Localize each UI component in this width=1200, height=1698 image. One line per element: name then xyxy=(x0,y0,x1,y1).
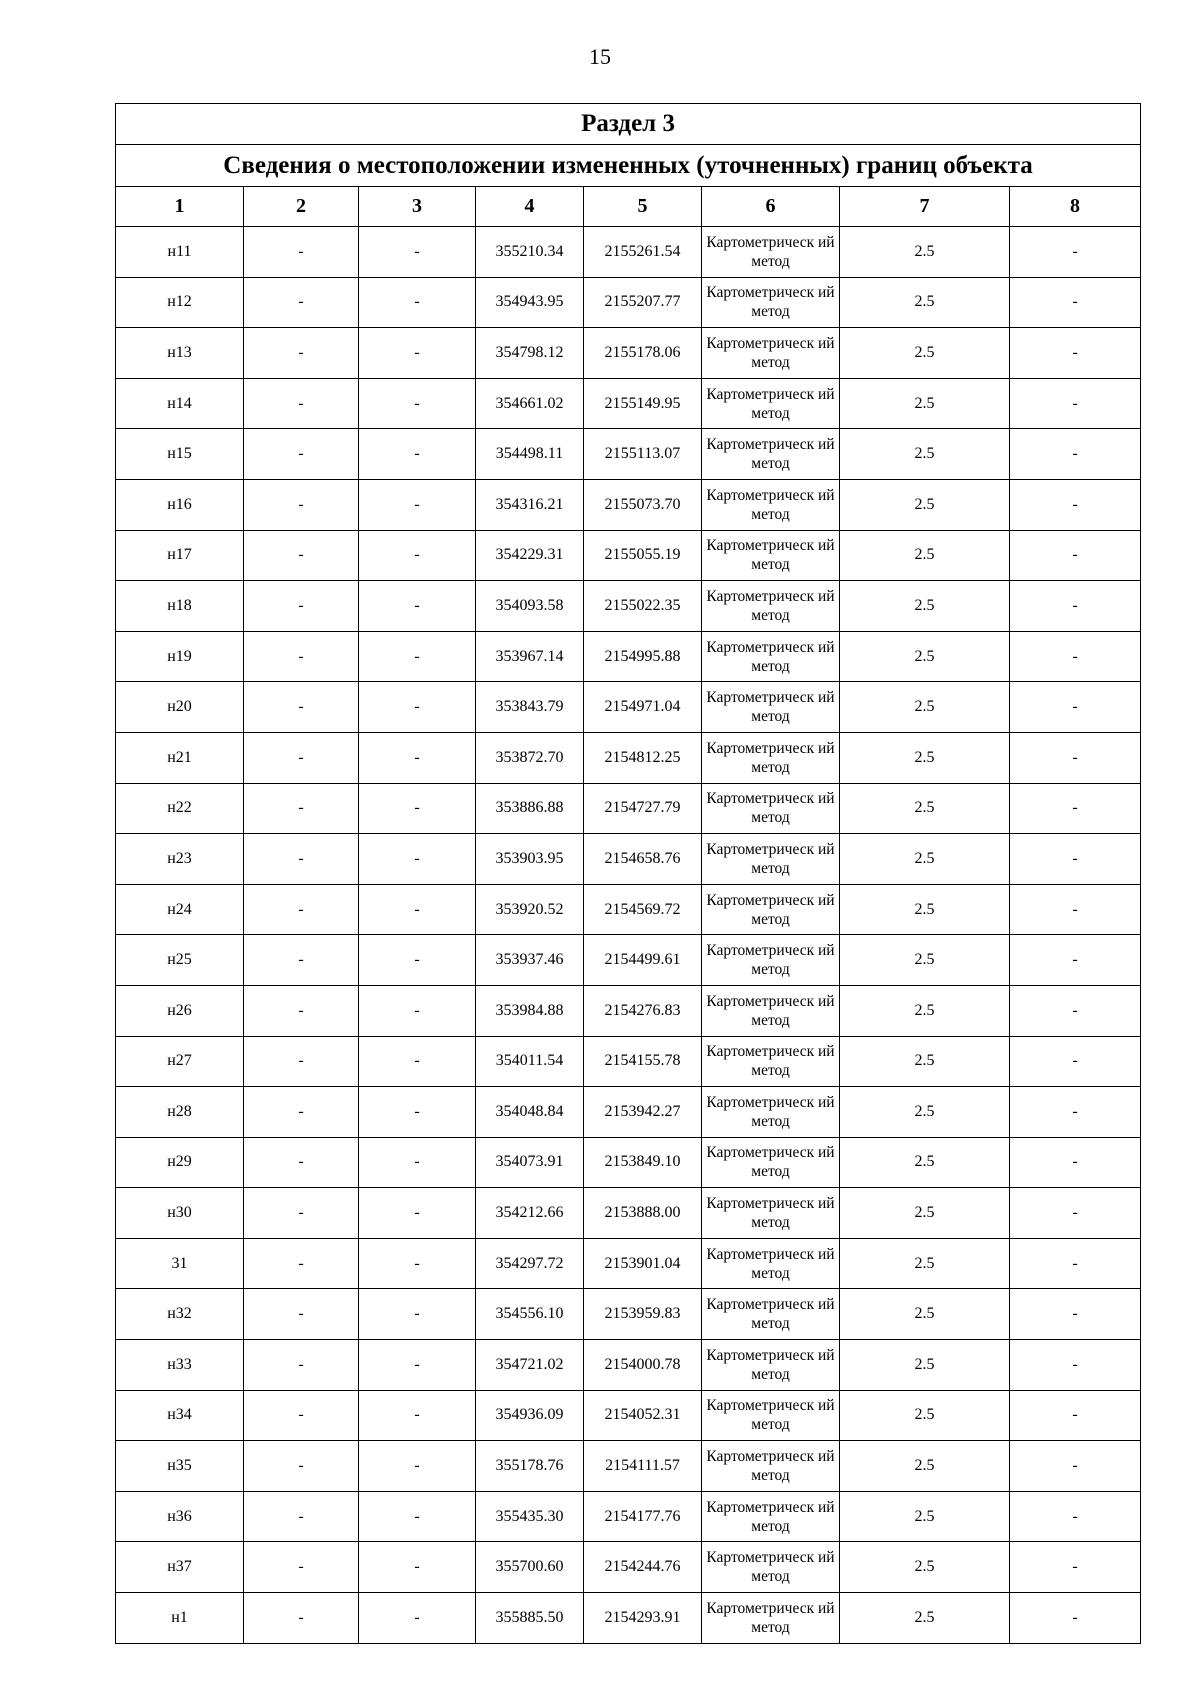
col8-cell: - xyxy=(1010,1238,1141,1289)
col3-cell: - xyxy=(359,935,476,986)
col3-cell: - xyxy=(359,1289,476,1340)
page-number: 15 xyxy=(589,44,611,69)
y-coordinate-cell: 2154244.76 xyxy=(584,1542,702,1593)
y-coordinate-cell: 2155055.19 xyxy=(584,530,702,581)
accuracy-cell: 2.5 xyxy=(840,1491,1010,1542)
y-coordinate-cell: 2153959.83 xyxy=(584,1289,702,1340)
col3-cell: - xyxy=(359,884,476,935)
table-row xyxy=(116,682,1141,733)
col2-cell: - xyxy=(244,530,359,581)
method-cell: Картометрическ ий метод xyxy=(702,277,840,328)
method-cell: Картометрическ ий метод xyxy=(702,1340,840,1391)
col3-cell: - xyxy=(359,1542,476,1593)
col2-cell: - xyxy=(244,1441,359,1492)
column-number-cell: 5 xyxy=(584,187,702,227)
accuracy-cell: 2.5 xyxy=(840,1188,1010,1239)
point-id-cell: н18 xyxy=(116,581,244,632)
y-coordinate-cell: 2154000.78 xyxy=(584,1340,702,1391)
point-id-cell: н23 xyxy=(116,834,244,885)
column-number-cell: 2 xyxy=(244,187,359,227)
table-row xyxy=(116,1390,1141,1441)
column-number-cell: 8 xyxy=(1010,187,1141,227)
accuracy-cell: 2.5 xyxy=(840,631,1010,682)
table-row xyxy=(116,935,1141,986)
y-coordinate-cell: 2155113.07 xyxy=(584,429,702,480)
x-coordinate-cell: 353843.79 xyxy=(476,682,584,733)
method-cell: Картометрическ ий метод xyxy=(702,227,840,278)
y-coordinate-cell: 2155022.35 xyxy=(584,581,702,632)
col2-cell: - xyxy=(244,1238,359,1289)
point-id-cell: н34 xyxy=(116,1390,244,1441)
x-coordinate-cell: 353872.70 xyxy=(476,732,584,783)
col2-cell: - xyxy=(244,631,359,682)
y-coordinate-cell: 2154276.83 xyxy=(584,985,702,1036)
column-number-cell: 6 xyxy=(702,187,840,227)
col2-cell: - xyxy=(244,1542,359,1593)
x-coordinate-cell: 354936.09 xyxy=(476,1390,584,1441)
table-row xyxy=(116,631,1141,682)
column-number-cell: 7 xyxy=(840,187,1010,227)
col2-cell: - xyxy=(244,277,359,328)
method-cell: Картометрическ ий метод xyxy=(702,783,840,834)
col3-cell: - xyxy=(359,682,476,733)
point-id-cell: н14 xyxy=(116,378,244,429)
y-coordinate-cell: 2154727.79 xyxy=(584,783,702,834)
column-number-cell: 4 xyxy=(476,187,584,227)
accuracy-cell: 2.5 xyxy=(840,783,1010,834)
col8-cell: - xyxy=(1010,1491,1141,1542)
col8-cell: - xyxy=(1010,429,1141,480)
col8-cell: - xyxy=(1010,783,1141,834)
col3-cell: - xyxy=(359,1238,476,1289)
x-coordinate-cell: 355210.34 xyxy=(476,227,584,278)
point-id-cell: н21 xyxy=(116,732,244,783)
accuracy-cell: 2.5 xyxy=(840,1137,1010,1188)
accuracy-cell: 2.5 xyxy=(840,1593,1010,1644)
accuracy-cell: 2.5 xyxy=(840,328,1010,379)
x-coordinate-cell: 355435.30 xyxy=(476,1491,584,1542)
x-coordinate-cell: 354073.91 xyxy=(476,1137,584,1188)
col2-cell: - xyxy=(244,1188,359,1239)
point-id-cell: н15 xyxy=(116,429,244,480)
method-cell: Картометрическ ий метод xyxy=(702,1542,840,1593)
point-id-cell: н36 xyxy=(116,1491,244,1542)
method-cell: Картометрическ ий метод xyxy=(702,530,840,581)
y-coordinate-cell: 2154155.78 xyxy=(584,1036,702,1087)
method-cell: Картометрическ ий метод xyxy=(702,1491,840,1542)
method-cell: Картометрическ ий метод xyxy=(702,682,840,733)
y-coordinate-cell: 2154812.25 xyxy=(584,732,702,783)
x-coordinate-cell: 355178.76 xyxy=(476,1441,584,1492)
x-coordinate-cell: 354093.58 xyxy=(476,581,584,632)
col3-cell: - xyxy=(359,479,476,530)
method-cell: Картометрическ ий метод xyxy=(702,479,840,530)
col2-cell: - xyxy=(244,1340,359,1391)
column-number-cell: 1 xyxy=(116,187,244,227)
col3-cell: - xyxy=(359,530,476,581)
point-id-cell: н16 xyxy=(116,479,244,530)
table-row xyxy=(116,1137,1141,1188)
y-coordinate-cell: 2153901.04 xyxy=(584,1238,702,1289)
point-id-cell: н28 xyxy=(116,1087,244,1138)
col8-cell: - xyxy=(1010,227,1141,278)
method-cell: Картометрическ ий метод xyxy=(702,985,840,1036)
col8-cell: - xyxy=(1010,277,1141,328)
point-id-cell: н13 xyxy=(116,328,244,379)
col3-cell: - xyxy=(359,277,476,328)
table-row xyxy=(116,783,1141,834)
col8-cell: - xyxy=(1010,1087,1141,1138)
y-coordinate-cell: 2154971.04 xyxy=(584,682,702,733)
col2-cell: - xyxy=(244,378,359,429)
table-row xyxy=(116,732,1141,783)
section-title-row xyxy=(116,104,1141,145)
col3-cell: - xyxy=(359,631,476,682)
x-coordinate-cell: 354048.84 xyxy=(476,1087,584,1138)
method-cell: Картометрическ ий метод xyxy=(702,378,840,429)
x-coordinate-cell: 354212.66 xyxy=(476,1188,584,1239)
x-coordinate-cell: 354721.02 xyxy=(476,1340,584,1391)
accuracy-cell: 2.5 xyxy=(840,1238,1010,1289)
col8-cell: - xyxy=(1010,479,1141,530)
col3-cell: - xyxy=(359,429,476,480)
point-id-cell: н33 xyxy=(116,1340,244,1391)
col8-cell: - xyxy=(1010,985,1141,1036)
x-coordinate-cell: 353903.95 xyxy=(476,834,584,885)
col3-cell: - xyxy=(359,985,476,1036)
table-row xyxy=(116,1593,1141,1644)
x-coordinate-cell: 354297.72 xyxy=(476,1238,584,1289)
col3-cell: - xyxy=(359,1087,476,1138)
x-coordinate-cell: 353937.46 xyxy=(476,935,584,986)
col2-cell: - xyxy=(244,429,359,480)
col2-cell: - xyxy=(244,834,359,885)
point-id-cell: н20 xyxy=(116,682,244,733)
col8-cell: - xyxy=(1010,631,1141,682)
table-row xyxy=(116,884,1141,935)
col3-cell: - xyxy=(359,1137,476,1188)
table-row xyxy=(116,479,1141,530)
col2-cell: - xyxy=(244,1390,359,1441)
method-cell: Картометрическ ий метод xyxy=(702,631,840,682)
col2-cell: - xyxy=(244,1137,359,1188)
accuracy-cell: 2.5 xyxy=(840,530,1010,581)
accuracy-cell: 2.5 xyxy=(840,1087,1010,1138)
table-row xyxy=(116,1340,1141,1391)
point-id-cell: н24 xyxy=(116,884,244,935)
accuracy-cell: 2.5 xyxy=(840,732,1010,783)
col3-cell: - xyxy=(359,1188,476,1239)
col2-cell: - xyxy=(244,1087,359,1138)
x-coordinate-cell: 354316.21 xyxy=(476,479,584,530)
accuracy-cell: 2.5 xyxy=(840,1340,1010,1391)
col3-cell: - xyxy=(359,1491,476,1542)
col8-cell: - xyxy=(1010,732,1141,783)
col2-cell: - xyxy=(244,328,359,379)
col3-cell: - xyxy=(359,1593,476,1644)
point-id-cell: 31 xyxy=(116,1238,244,1289)
table-row xyxy=(116,1491,1141,1542)
method-cell: Картометрическ ий метод xyxy=(702,935,840,986)
column-number-row xyxy=(116,187,1141,227)
table-row xyxy=(116,1289,1141,1340)
col2-cell: - xyxy=(244,985,359,1036)
table-row xyxy=(116,1542,1141,1593)
accuracy-cell: 2.5 xyxy=(840,1441,1010,1492)
y-coordinate-cell: 2154995.88 xyxy=(584,631,702,682)
x-coordinate-cell: 355700.60 xyxy=(476,1542,584,1593)
method-cell: Картометрическ ий метод xyxy=(702,884,840,935)
table-row xyxy=(116,1036,1141,1087)
col2-cell: - xyxy=(244,682,359,733)
col3-cell: - xyxy=(359,328,476,379)
col2-cell: - xyxy=(244,935,359,986)
col3-cell: - xyxy=(359,1441,476,1492)
x-coordinate-cell: 353920.52 xyxy=(476,884,584,935)
method-cell: Картометрическ ий метод xyxy=(702,581,840,632)
point-id-cell: н30 xyxy=(116,1188,244,1239)
column-number-cell: 3 xyxy=(359,187,476,227)
y-coordinate-cell: 2154111.57 xyxy=(584,1441,702,1492)
accuracy-cell: 2.5 xyxy=(840,682,1010,733)
col8-cell: - xyxy=(1010,1593,1141,1644)
y-coordinate-cell: 2153849.10 xyxy=(584,1137,702,1188)
table-row xyxy=(116,1441,1141,1492)
point-id-cell: н35 xyxy=(116,1441,244,1492)
col2-cell: - xyxy=(244,732,359,783)
col3-cell: - xyxy=(359,783,476,834)
method-cell: Картометрическ ий метод xyxy=(702,1441,840,1492)
accuracy-cell: 2.5 xyxy=(840,1289,1010,1340)
method-cell: Картометрическ ий метод xyxy=(702,429,840,480)
x-coordinate-cell: 354229.31 xyxy=(476,530,584,581)
col8-cell: - xyxy=(1010,1441,1141,1492)
section-subtitle-row xyxy=(116,145,1141,187)
x-coordinate-cell: 353967.14 xyxy=(476,631,584,682)
table-row xyxy=(116,277,1141,328)
x-coordinate-cell: 355885.50 xyxy=(476,1593,584,1644)
table-row xyxy=(116,581,1141,632)
col2-cell: - xyxy=(244,1593,359,1644)
table-row xyxy=(116,834,1141,885)
accuracy-cell: 2.5 xyxy=(840,277,1010,328)
point-id-cell: н12 xyxy=(116,277,244,328)
accuracy-cell: 2.5 xyxy=(840,935,1010,986)
col8-cell: - xyxy=(1010,834,1141,885)
method-cell: Картометрическ ий метод xyxy=(702,1593,840,1644)
col2-cell: - xyxy=(244,884,359,935)
method-cell: Картометрическ ий метод xyxy=(702,732,840,783)
col3-cell: - xyxy=(359,227,476,278)
section-title: Раздел 3 xyxy=(116,104,1141,145)
col8-cell: - xyxy=(1010,1542,1141,1593)
method-cell: Картометрическ ий метод xyxy=(702,1238,840,1289)
accuracy-cell: 2.5 xyxy=(840,581,1010,632)
y-coordinate-cell: 2155149.95 xyxy=(584,378,702,429)
method-cell: Картометрическ ий метод xyxy=(702,1188,840,1239)
table-row xyxy=(116,227,1141,278)
col2-cell: - xyxy=(244,1036,359,1087)
method-cell: Картометрическ ий метод xyxy=(702,1390,840,1441)
x-coordinate-cell: 354943.95 xyxy=(476,277,584,328)
col8-cell: - xyxy=(1010,378,1141,429)
section-subtitle: Сведения о местоположении измененных (уточненных) границ объекта xyxy=(116,145,1141,187)
y-coordinate-cell: 2154658.76 xyxy=(584,834,702,885)
y-coordinate-cell: 2154052.31 xyxy=(584,1390,702,1441)
accuracy-cell: 2.5 xyxy=(840,834,1010,885)
col3-cell: - xyxy=(359,378,476,429)
point-id-cell: н32 xyxy=(116,1289,244,1340)
y-coordinate-cell: 2153942.27 xyxy=(584,1087,702,1138)
col8-cell: - xyxy=(1010,682,1141,733)
table-row xyxy=(116,1238,1141,1289)
col3-cell: - xyxy=(359,732,476,783)
col8-cell: - xyxy=(1010,1390,1141,1441)
method-cell: Картометрическ ий метод xyxy=(702,834,840,885)
y-coordinate-cell: 2154499.61 xyxy=(584,935,702,986)
col8-cell: - xyxy=(1010,530,1141,581)
point-id-cell: н1 xyxy=(116,1593,244,1644)
accuracy-cell: 2.5 xyxy=(840,1390,1010,1441)
method-cell: Картометрическ ий метод xyxy=(702,1137,840,1188)
col8-cell: - xyxy=(1010,1289,1141,1340)
y-coordinate-cell: 2155073.70 xyxy=(584,479,702,530)
col3-cell: - xyxy=(359,1340,476,1391)
col2-cell: - xyxy=(244,227,359,278)
x-coordinate-cell: 354798.12 xyxy=(476,328,584,379)
accuracy-cell: 2.5 xyxy=(840,479,1010,530)
y-coordinate-cell: 2155207.77 xyxy=(584,277,702,328)
accuracy-cell: 2.5 xyxy=(840,985,1010,1036)
col3-cell: - xyxy=(359,834,476,885)
y-coordinate-cell: 2155261.54 xyxy=(584,227,702,278)
x-coordinate-cell: 354011.54 xyxy=(476,1036,584,1087)
y-coordinate-cell: 2154293.91 xyxy=(584,1593,702,1644)
x-coordinate-cell: 353886.88 xyxy=(476,783,584,834)
point-id-cell: н19 xyxy=(116,631,244,682)
accuracy-cell: 2.5 xyxy=(840,378,1010,429)
col3-cell: - xyxy=(359,581,476,632)
method-cell: Картометрическ ий метод xyxy=(702,328,840,379)
y-coordinate-cell: 2155178.06 xyxy=(584,328,702,379)
col2-cell: - xyxy=(244,783,359,834)
col8-cell: - xyxy=(1010,1340,1141,1391)
col3-cell: - xyxy=(359,1390,476,1441)
col8-cell: - xyxy=(1010,581,1141,632)
col2-cell: - xyxy=(244,479,359,530)
y-coordinate-cell: 2154177.76 xyxy=(584,1491,702,1542)
table-row xyxy=(116,530,1141,581)
accuracy-cell: 2.5 xyxy=(840,1542,1010,1593)
accuracy-cell: 2.5 xyxy=(840,1036,1010,1087)
method-cell: Картометрическ ий метод xyxy=(702,1036,840,1087)
point-id-cell: н27 xyxy=(116,1036,244,1087)
boundary-coordinates-table xyxy=(115,103,1141,1644)
accuracy-cell: 2.5 xyxy=(840,227,1010,278)
col2-cell: - xyxy=(244,1491,359,1542)
method-cell: Картометрическ ий метод xyxy=(702,1289,840,1340)
accuracy-cell: 2.5 xyxy=(840,429,1010,480)
col3-cell: - xyxy=(359,1036,476,1087)
col8-cell: - xyxy=(1010,328,1141,379)
table-row xyxy=(116,328,1141,379)
x-coordinate-cell: 354661.02 xyxy=(476,378,584,429)
col8-cell: - xyxy=(1010,884,1141,935)
point-id-cell: н17 xyxy=(116,530,244,581)
col8-cell: - xyxy=(1010,1137,1141,1188)
table-row xyxy=(116,378,1141,429)
accuracy-cell: 2.5 xyxy=(840,884,1010,935)
y-coordinate-cell: 2153888.00 xyxy=(584,1188,702,1239)
x-coordinate-cell: 354498.11 xyxy=(476,429,584,480)
point-id-cell: н29 xyxy=(116,1137,244,1188)
table-row xyxy=(116,1188,1141,1239)
col8-cell: - xyxy=(1010,1036,1141,1087)
col8-cell: - xyxy=(1010,1188,1141,1239)
table-row xyxy=(116,429,1141,480)
y-coordinate-cell: 2154569.72 xyxy=(584,884,702,935)
point-id-cell: н22 xyxy=(116,783,244,834)
col2-cell: - xyxy=(244,1289,359,1340)
point-id-cell: н25 xyxy=(116,935,244,986)
table-row xyxy=(116,985,1141,1036)
col2-cell: - xyxy=(244,581,359,632)
table-row xyxy=(116,1087,1141,1138)
col8-cell: - xyxy=(1010,935,1141,986)
method-cell: Картометрическ ий метод xyxy=(702,1087,840,1138)
point-id-cell: н26 xyxy=(116,985,244,1036)
point-id-cell: н37 xyxy=(116,1542,244,1593)
point-id-cell: н11 xyxy=(116,227,244,278)
x-coordinate-cell: 353984.88 xyxy=(476,985,584,1036)
x-coordinate-cell: 354556.10 xyxy=(476,1289,584,1340)
